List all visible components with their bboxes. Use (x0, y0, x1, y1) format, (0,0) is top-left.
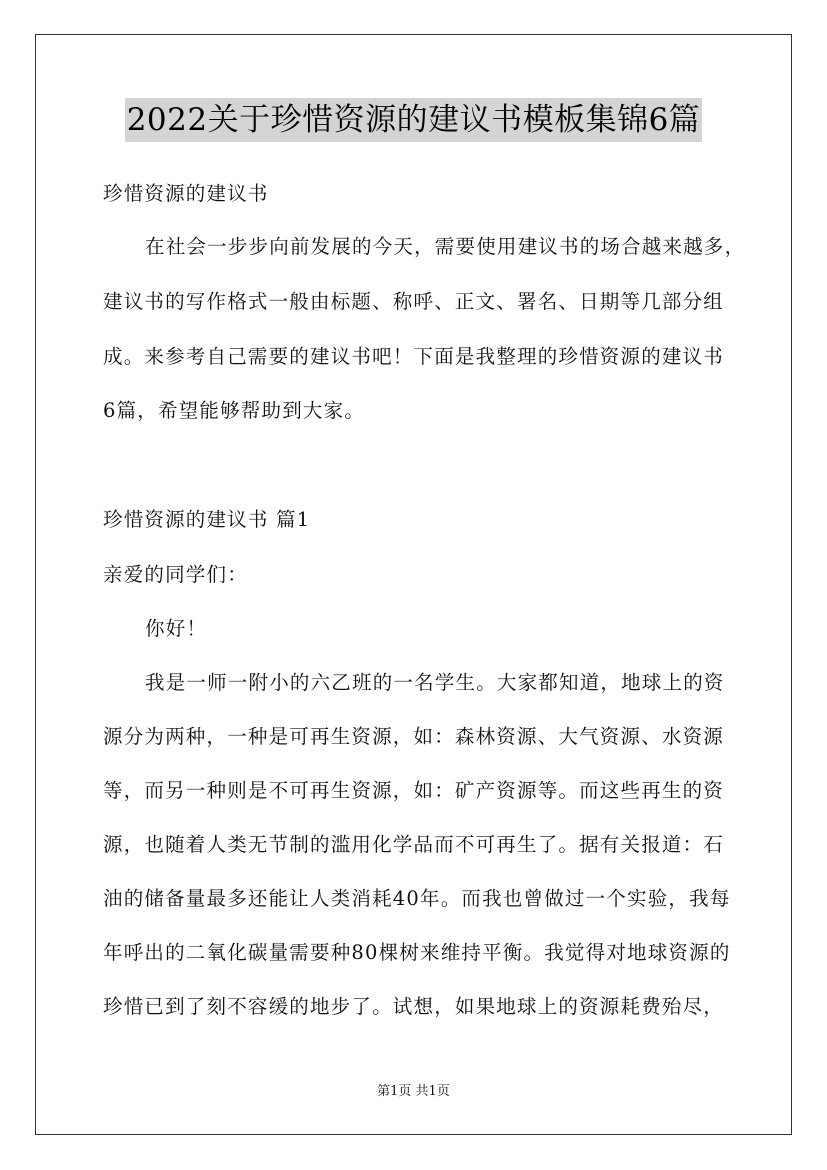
body-line: 年呼出的二氧化碳量需要种80棵树来维持平衡。我觉得对地球资源的 (103, 941, 731, 964)
title-container (0, 98, 827, 142)
intro-heading: 珍惜资源的建议书 (103, 182, 269, 205)
body-line: 等，而另一种则是不可再生资源，如：矿产资源等。而这些再生的资 (103, 779, 725, 802)
intro-line: 6篇，希望能够帮助到大家。 (103, 399, 366, 422)
body-line: 珍惜已到了刻不容缓的地步了。试想，如果地球上的资源耗费殆尽， (103, 995, 725, 1018)
salutation: 亲爱的同学们： (103, 563, 248, 586)
intro-line: 建议书的写作格式一般由标题、称呼、正文、署名、日期等几部分组 (103, 290, 725, 313)
body-line: 源分为两种，一种是可再生资源，如：森林资源、大气资源、水资源 (103, 725, 725, 748)
body-line: 源，也随着人类无节制的滥用化学品而不可再生了。据有关报道：石 (103, 833, 725, 856)
intro-line: 在社会一步步向前发展的今天，需要使用建议书的场合越来越多， (145, 235, 746, 258)
section-heading: 珍惜资源的建议书 篇1 (103, 508, 311, 531)
page-footer: 第1页 共1页 (377, 1084, 450, 1099)
body-line: 我是一师一附小的六乙班的一名学生。大家都知道，地球上的资 (145, 671, 725, 694)
body-line: 油的储备量最多还能让人类消耗40年。而我也曾做过一个实验，我每 (103, 887, 731, 910)
document-title: 2022关于珍惜资源的建议书模板集锦6篇 (125, 98, 703, 142)
greeting: 你好！ (145, 617, 208, 640)
intro-line: 成。来参考自己需要的建议书吧！下面是我整理的珍惜资源的建议书 (103, 345, 725, 368)
